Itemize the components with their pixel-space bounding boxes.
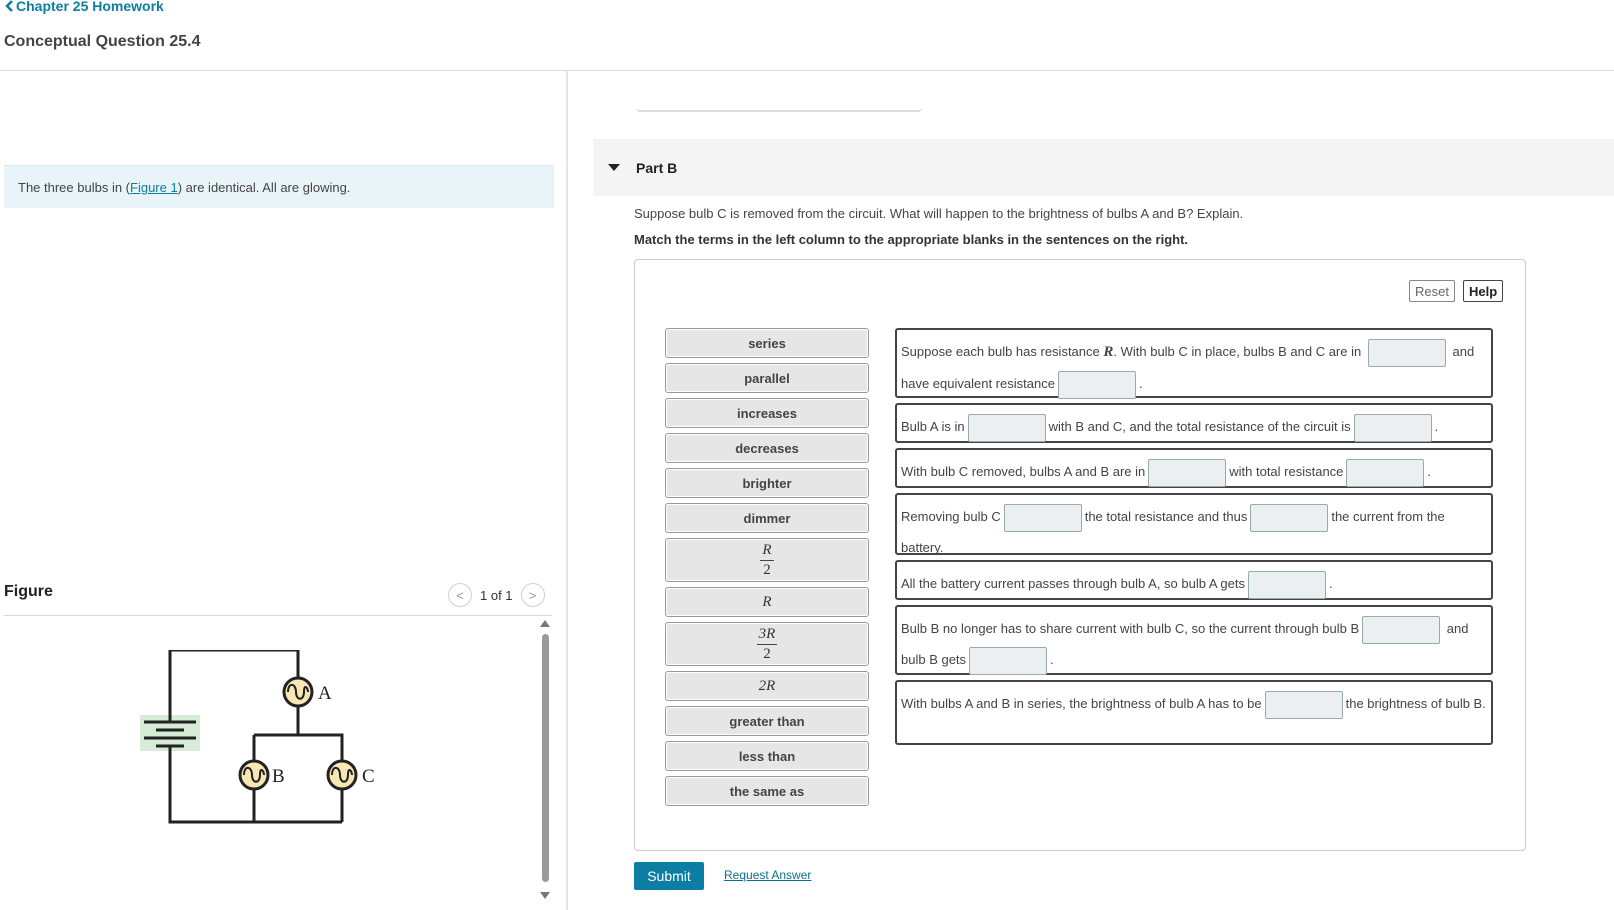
blank-5[interactable]	[1148, 459, 1226, 487]
figure-page-indicator: 1 of 1	[480, 587, 513, 603]
bulb-c-icon	[328, 761, 356, 789]
problem-intro	[4, 165, 554, 208]
sentence-1-text-b: . With bulb C in place, bulbs B and C are in	[1113, 344, 1362, 359]
term-series[interactable]: series	[665, 328, 869, 358]
blank-10[interactable]	[1362, 616, 1440, 644]
term-increases[interactable]: increases	[665, 398, 869, 428]
matching-panel	[634, 259, 1526, 851]
sentence-2	[895, 403, 1493, 443]
sentence-7-text-a: With bulbs A and B in series, the brightness of bulb A has to be	[901, 696, 1262, 711]
bulb-b-icon	[240, 761, 268, 789]
sentence-1-text-c: and	[1452, 344, 1475, 359]
sentence-1-r: R	[1103, 344, 1114, 360]
sentence-6-text-c: .	[1050, 652, 1054, 667]
figure-scrollbar[interactable]	[539, 620, 551, 905]
help-button[interactable]: Help	[1463, 280, 1503, 302]
blank-8[interactable]	[1250, 504, 1328, 532]
back-link-label: Chapter 25 Homework	[16, 0, 164, 14]
blank-4[interactable]	[1354, 414, 1432, 442]
term-2r[interactable]: 2R	[665, 671, 869, 701]
blank-7[interactable]	[1004, 504, 1082, 532]
back-link[interactable]	[4, 0, 164, 14]
intro-text-before: The three bulbs in (	[18, 180, 131, 195]
blank-6[interactable]	[1346, 459, 1424, 487]
scroll-down-arrow-icon[interactable]	[540, 892, 550, 899]
figure-pager	[448, 583, 545, 607]
blank-2[interactable]	[1058, 371, 1136, 399]
sentence-6	[895, 605, 1493, 675]
submit-button[interactable]: Submit	[634, 862, 704, 890]
scroll-up-arrow-icon[interactable]	[540, 620, 550, 627]
request-answer-link[interactable]: Request Answer	[724, 868, 812, 882]
term-r-over-2[interactable]	[665, 538, 869, 582]
reset-button[interactable]: Reset	[1409, 280, 1455, 302]
pane-divider[interactable]	[566, 70, 568, 910]
next-figure-button[interactable]: >	[521, 583, 545, 607]
sentence-5-text-a: All the battery current passes through bulb A, so bulb A gets	[901, 576, 1245, 591]
term-brighter[interactable]: brighter	[665, 468, 869, 498]
bulb-a-icon	[284, 678, 312, 706]
figure-label: Figure	[4, 583, 53, 600]
term-3r-over-2-num: 3R	[757, 627, 778, 645]
sentence-5	[895, 560, 1493, 600]
sentence-2-text-c: .	[1434, 419, 1439, 434]
sentence-4	[895, 493, 1493, 555]
sentence-6-text-a: Bulb B no longer has to share current with bulb C, so the current through bulb B	[901, 621, 1360, 636]
term-greater-than[interactable]: greater than	[665, 706, 869, 736]
part-title: Part B	[636, 159, 678, 176]
previous-part-edge	[636, 108, 922, 112]
sentence-4-text-a: Removing bulb C	[901, 509, 1001, 524]
term-3r-over-2[interactable]	[665, 622, 869, 666]
term-r[interactable]: R	[665, 587, 869, 617]
question-instructions: Match the terms in the left column to the appropriate blanks in the sentences on the right.	[634, 232, 1189, 247]
figure-divider	[4, 615, 552, 616]
sentence-2-text-a: Bulb A is in	[901, 419, 965, 434]
circuit-diagram	[130, 650, 410, 850]
bulb-a-label: A	[318, 683, 332, 704]
blank-12[interactable]	[1265, 691, 1343, 719]
sentence-2-text-b: with B and C, and the total resistance of the circuit is	[1048, 419, 1351, 434]
term-dimmer[interactable]: dimmer	[665, 503, 869, 533]
sentence-6-text-b: and bulb B gets	[901, 621, 1469, 667]
collapse-triangle-icon[interactable]	[608, 164, 620, 171]
sentence-3-text-a: With bulb C removed, bulbs A and B are in	[901, 464, 1146, 479]
prev-figure-button[interactable]: <	[448, 583, 472, 607]
blank-11[interactable]	[969, 647, 1047, 675]
chevron-left-icon	[4, 0, 14, 12]
term-r-over-2-num: R	[760, 543, 773, 561]
blank-1[interactable]	[1368, 339, 1446, 367]
sentence-7-text-b: the brightness of bulb B.	[1345, 696, 1486, 711]
part-b-header[interactable]	[593, 139, 1614, 196]
sentence-1-text-e: .	[1138, 376, 1143, 391]
bulb-c-label: C	[362, 766, 375, 787]
scroll-thumb[interactable]	[542, 634, 549, 882]
figure-link[interactable]: Figure 1	[130, 180, 178, 195]
sentence-3-text-c: .	[1427, 464, 1432, 479]
page-title: Conceptual Question 25.4	[4, 33, 201, 50]
bulb-b-label: B	[272, 766, 285, 787]
term-3r-over-2-den: 2	[763, 645, 771, 662]
sentence-3-text-b: with total resistance	[1229, 464, 1344, 479]
sentence-3	[895, 448, 1493, 488]
header-divider	[0, 70, 1614, 71]
question-prompt: Suppose bulb C is removed from the circuit. What will happen to the brightness of bulbs A and B? Explain.	[634, 206, 1244, 221]
term-r-over-2-den: 2	[763, 561, 771, 578]
sentence-1	[895, 328, 1493, 398]
blank-3[interactable]	[968, 414, 1046, 442]
term-less-than[interactable]: less than	[665, 741, 869, 771]
sentence-1-text-d: have equivalent resistance	[901, 376, 1055, 391]
term-decreases[interactable]: decreases	[665, 433, 869, 463]
sentence-4-text-b: the total resistance and thus	[1084, 509, 1248, 524]
sentence-5-text-b: .	[1329, 576, 1333, 591]
sentence-7	[895, 680, 1493, 745]
intro-text-after: ) are identical. All are glowing.	[177, 180, 351, 195]
term-same-as[interactable]: the same as	[665, 776, 869, 806]
sentence-4-text-c: the current from the battery.	[901, 509, 1445, 555]
blank-9[interactable]	[1248, 571, 1326, 599]
sentence-1-text-a: Suppose each bulb has resistance	[901, 344, 1104, 359]
term-parallel[interactable]: parallel	[665, 363, 869, 393]
